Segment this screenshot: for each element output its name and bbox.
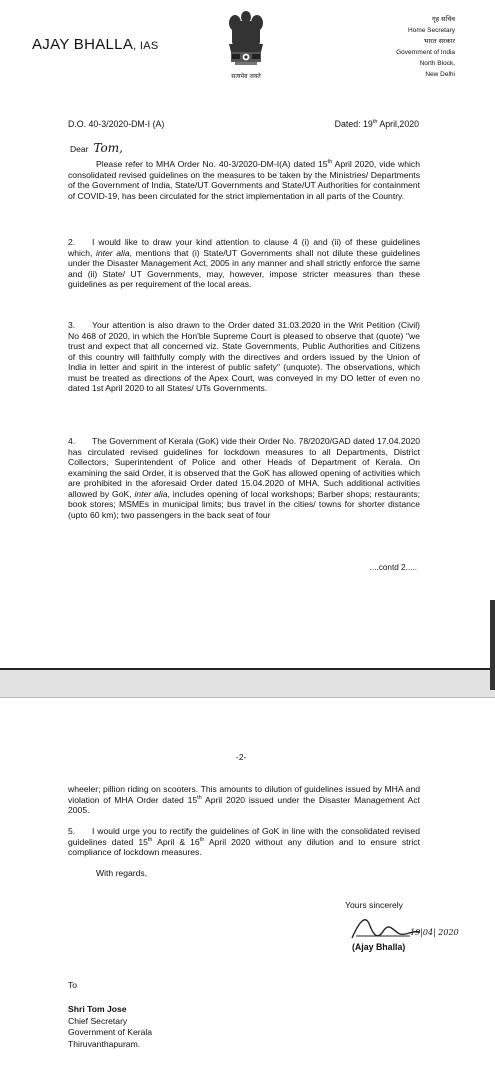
salutation: Dear Tom,	[70, 141, 123, 155]
closing-yours: Yours sincerely	[345, 900, 403, 910]
letter-date: Dated: 19th April,2020	[334, 119, 419, 129]
page-edge-shadow	[490, 600, 495, 690]
handwritten-signature	[350, 912, 430, 942]
closing-regards: With regards,	[96, 868, 148, 878]
paragraph-2: 2. I would like to draw your kind attention to clause 4 (i) and (ii) of these guidelines which, inter alia, mentions that (i) State/UT Governments shall not dilute these guidelines under the Disaster Management Act, 2005 in any manner and shall strictly enforce the same and (ii) State/ UT Governments, may, however, impose stricter measures than these guidelines as per requirement of the local areas.	[68, 237, 420, 289]
paragraph-1: Please refer to MHA Order No. 40-3/2020-DM-I(A) dated 15th April 2020, vide which consolidated revised guidelines on the measures to be taken by the Ministries/ Departments of the Government of India, State/UT Governments and State/UT Authorities for containment of COVID-19, has been circulated for the strict implementation in all parts of the Country.	[68, 159, 420, 201]
author-name: AJAY BHALLA, IAS	[32, 36, 159, 53]
paragraph-5: 5. I would urge you to rectify the guidelines of GoK in line with the consolidated revised guidelines dated 15th April & 16th April 2020 without any dilution and to ensure strict compliance of lockdown measures.	[68, 826, 420, 857]
signature-date: 19|04| 2020	[410, 928, 459, 937]
page-separator	[0, 668, 495, 698]
office-address: गृह सचिव Home Secretary भारत सरकार Government of India North Block, New Delhi	[396, 15, 455, 78]
recipient-name: Shri Tom Jose	[68, 1004, 127, 1014]
do-number: D.O. 40-3/2020-DM-I (A)	[68, 119, 165, 129]
paragraph-4: 4. The Government of Kerala (GoK) vide their Order No. 78/2020/GAD dated 17.04.2020 has circulated revised guidelines for lockdown measures to all Departments, District Collectors, Superintendent of Police and other Heads of Department of Kerala. On examining the said Order, it is observed that the GoK has allowed opening of activities which are prohibited in the aforesaid Order dated 15.04.2020 of MHA. Such additional activities allowed by GoK, inter alia, includes opening of local workshops; Barber shops; restaurants; book stores; MSMEs in municipal limits; bus travel in the cities/ towns for shorter distance (upto 60 km); two passengers in the back seat of four	[68, 436, 421, 520]
handwritten-name: Tom,	[93, 141, 123, 155]
recipient-address: Shri Tom Jose Chief Secretary Government of Kerala Thiruvanthapuram.	[68, 1004, 153, 1049]
emblem-motto: सत्यमेव जयते	[231, 73, 261, 80]
signatory-name: (Ajay Bhalla)	[352, 942, 406, 952]
page-number: -2-	[236, 752, 247, 762]
continued-note: ....contd 2.....	[369, 563, 417, 572]
to-label: To	[68, 980, 78, 990]
paragraph-3: 3. Your attention is also drawn to the Order dated 31.03.2020 in the Writ Petition (Civil) No 468 of 2020, in which the Hon'ble Supreme Court is pleased to observe that (quote) "we trust and expect that all concerned viz. State Governments, Public Authorities and Citizens of this country will faithfully comply with the directives and orders issued by the Union of India in letter and spirit in the interest of public safety" (unquote). The observations, which must be treated as directions of the Apex Court, was conveyed in my DO letter of even no dated 1st April 2020 to all States/ UTs Governments.	[68, 320, 420, 393]
paragraph-4-continued: wheeler; pillion riding on scooters. This amounts to dilution of guidelines issued by MHA and violation of MHA Order dated 15th April 2020 issued under the Disaster Management Act 2005.	[68, 784, 421, 815]
